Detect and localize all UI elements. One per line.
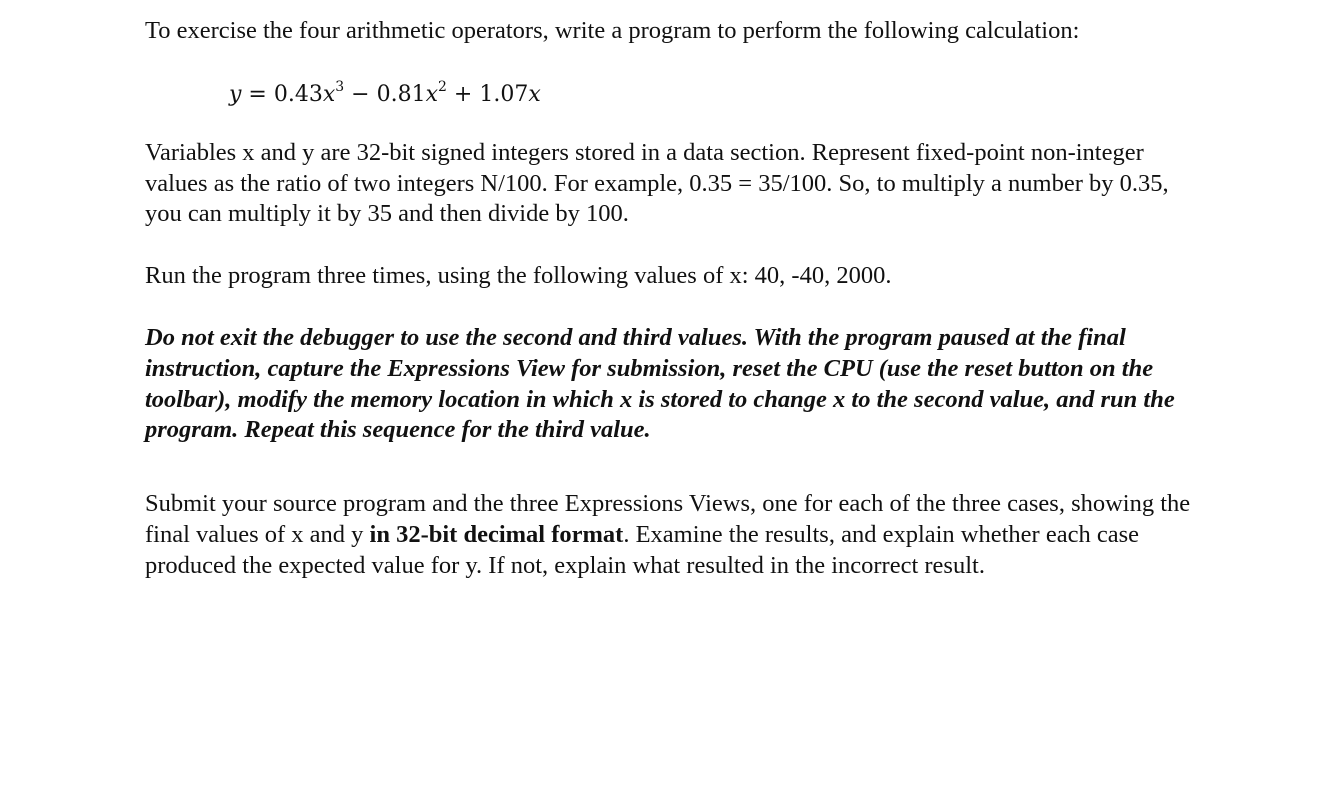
submit-paragraph xyxy=(145,489,1205,581)
equation-coef-2: − 0.81 xyxy=(344,81,426,107)
debugger-instructions: Do not exit the debugger to use the second and third values. With the program paused at the final instruction, capture the Expressions View for submission, reset the CPU (use the reset button on the toolbar), modify the memory location in which x is stored to change x to the second value, and run the program. Repeat this sequence for the third value. xyxy=(145,323,1175,444)
equation-var-2: x xyxy=(425,81,439,107)
equation-coef-3: + 1.07 xyxy=(446,81,529,107)
document-page xyxy=(145,16,1205,582)
cubic-equation xyxy=(229,80,1205,110)
run-paragraph: Run the program three times, using the following values of x: 40, -40, 2000. xyxy=(145,262,892,290)
intro-paragraph: To exercise the four arithmetic operators, write a program to perform the following calculation: xyxy=(145,17,1080,44)
variables-paragraph: Variables x and y are 32-bit signed integers stored in a data section. Represent fixed-point non-integer values as the ratio of two integers N/100. For example, 0.35 = 35/100. So, to multiply a number by 0.35, you can multiply it by 35 and then divide by 100. xyxy=(145,138,1169,228)
equation-exp-2: 2 xyxy=(438,78,447,95)
equation-var-3: x xyxy=(528,81,541,107)
equation-exp-1: 3 xyxy=(335,78,345,95)
submit-format-emphasis: in 32-bit decimal format xyxy=(369,520,624,548)
submit-text-after: . Examine the results, and explain whether each case produced the expected value for y. If not, explain what resulted in the incorrect result. xyxy=(145,520,1139,579)
submit-text-before: Submit your source program and the three Expressions Views, one for each of the three cases, showing the final values of x and y xyxy=(145,490,1191,548)
equation-coef-1: = 0.43 xyxy=(241,81,323,107)
equation-var-1: x xyxy=(322,81,336,107)
equation-lhs: y xyxy=(229,81,242,107)
